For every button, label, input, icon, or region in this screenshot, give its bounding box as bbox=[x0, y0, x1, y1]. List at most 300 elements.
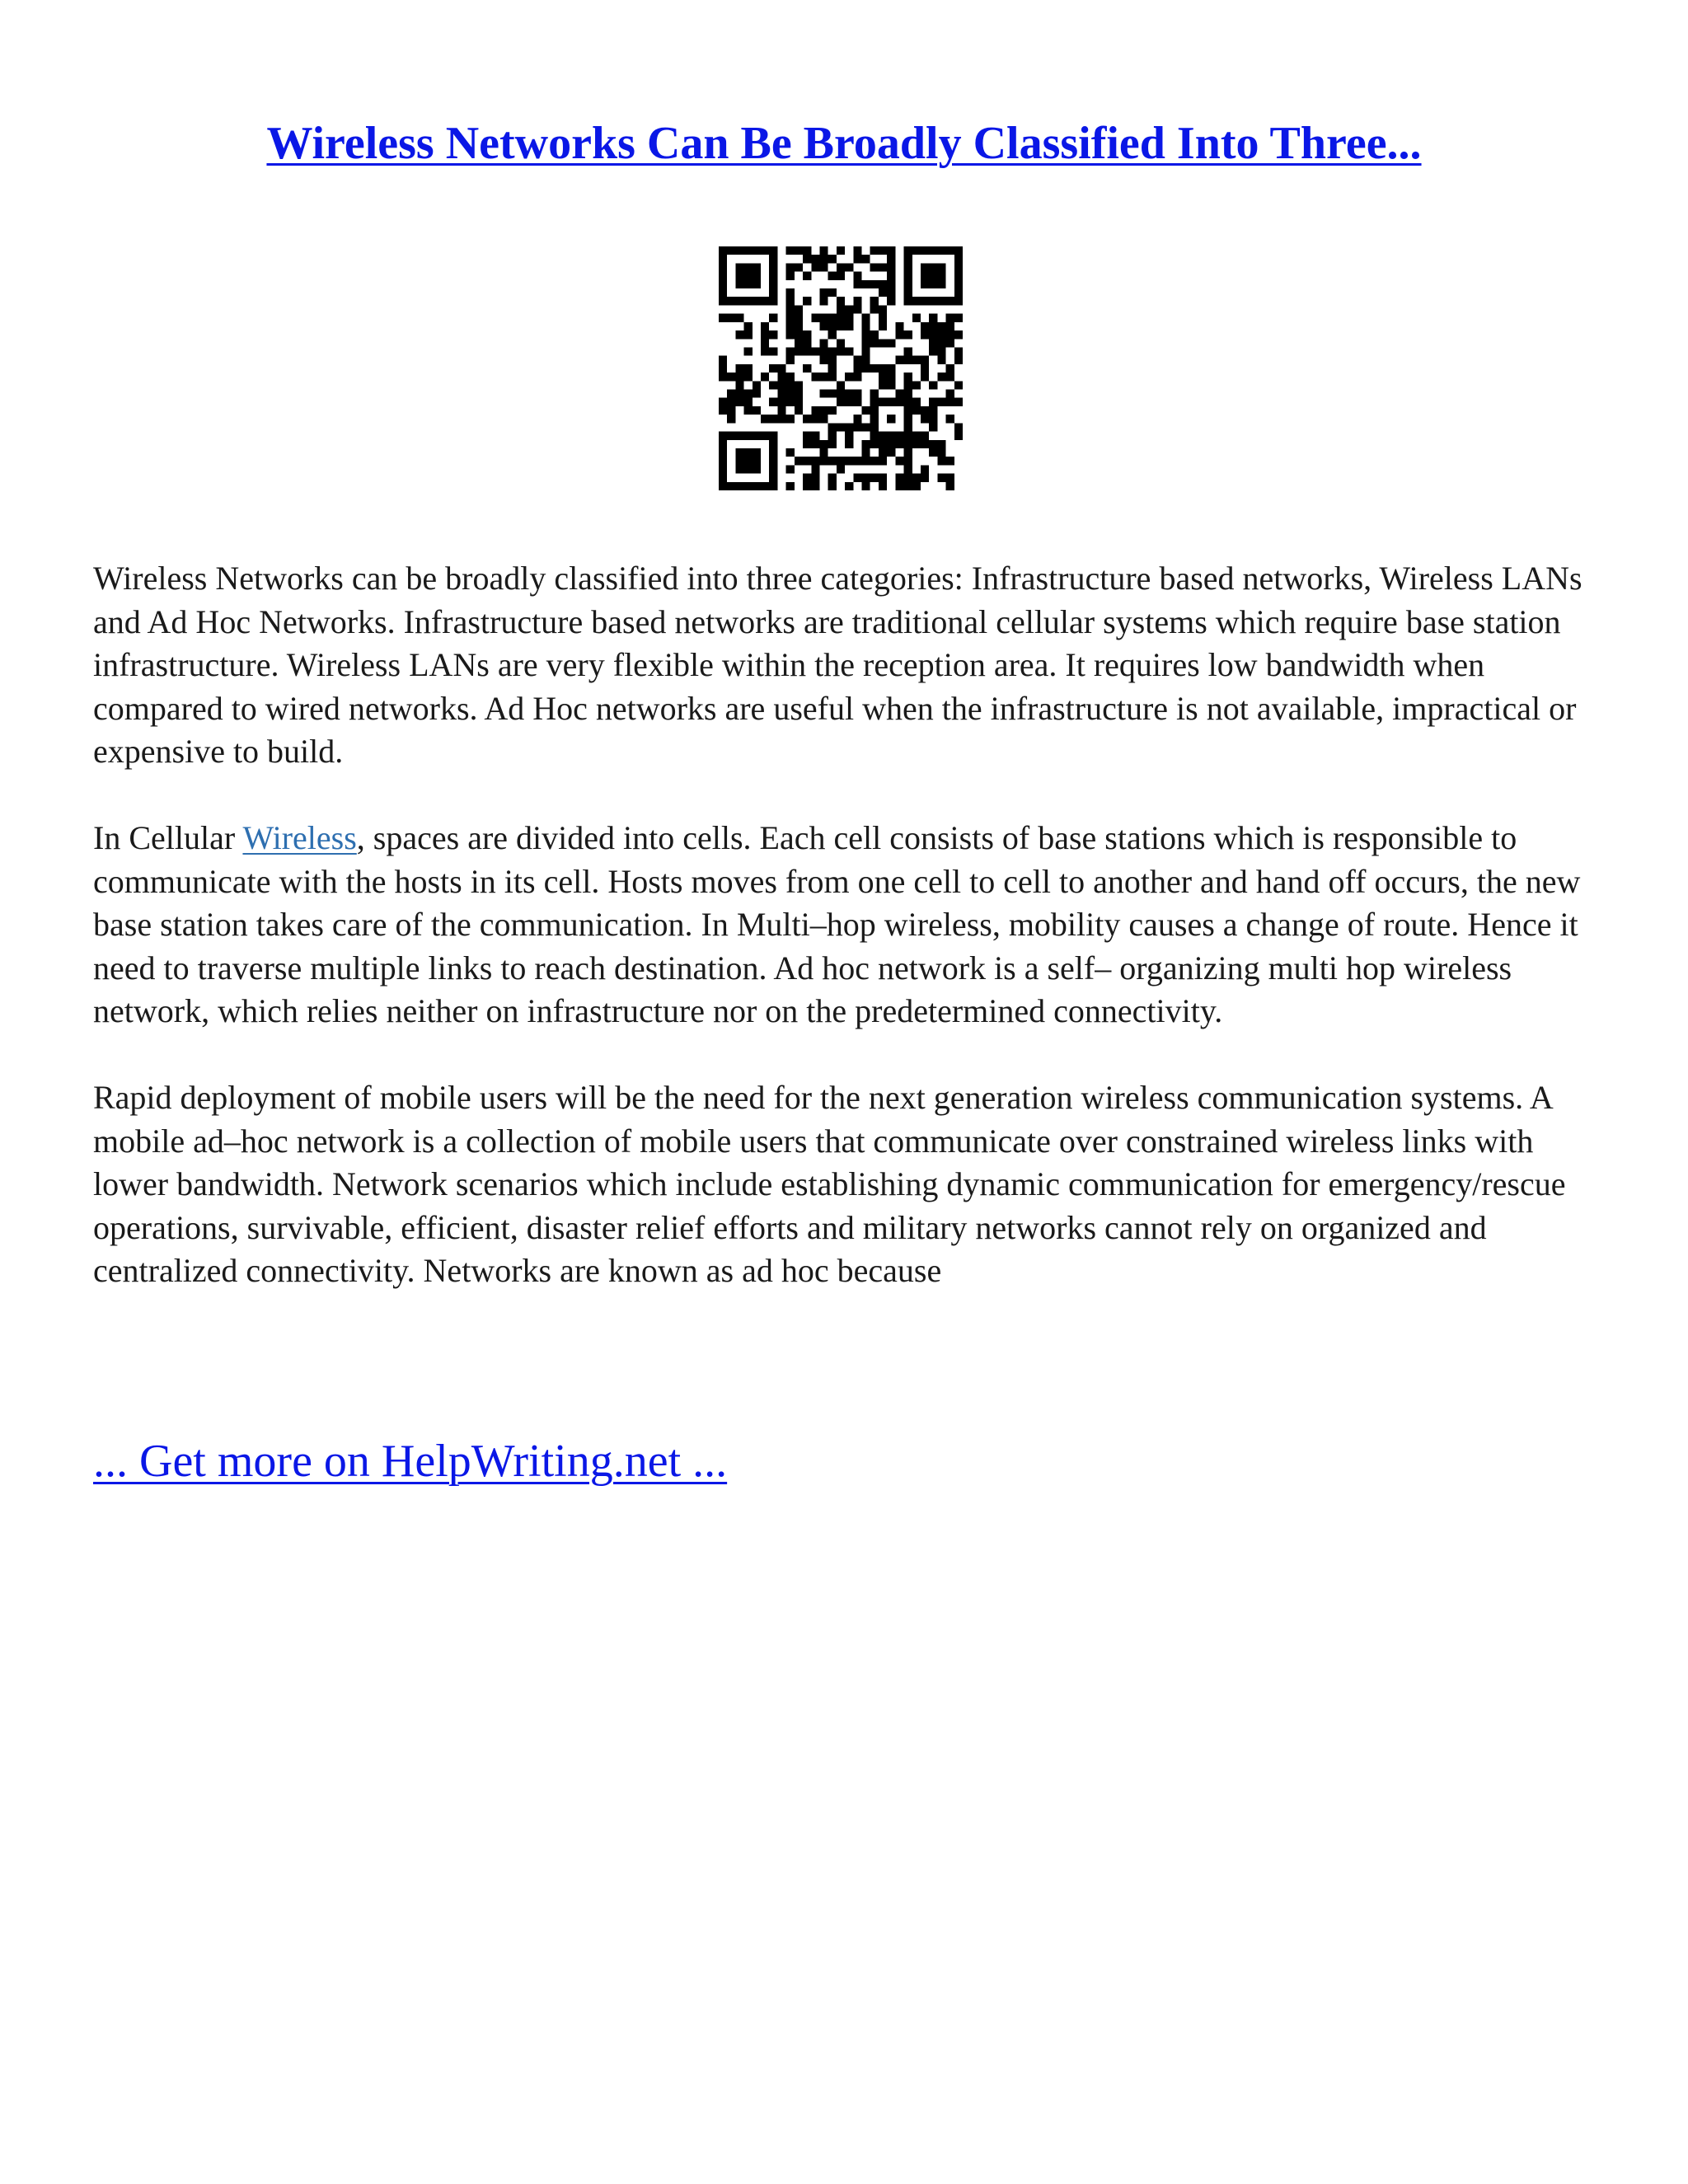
qr-module bbox=[761, 415, 769, 423]
qr-module bbox=[769, 330, 777, 339]
qr-module bbox=[879, 339, 887, 347]
qr-module bbox=[719, 364, 727, 373]
qr-module bbox=[837, 398, 845, 406]
qr-module bbox=[921, 356, 929, 364]
qr-module bbox=[904, 330, 912, 339]
qr-module bbox=[837, 381, 845, 389]
qr-module bbox=[870, 297, 879, 305]
qr-module bbox=[727, 246, 735, 255]
qr-module bbox=[904, 373, 912, 381]
qr-module bbox=[735, 373, 743, 381]
wireless-link[interactable]: Wireless bbox=[242, 818, 357, 856]
qr-module bbox=[828, 322, 837, 330]
get-more-link[interactable]: ... Get more on HelpWriting.net ... bbox=[93, 1436, 728, 1487]
qr-module bbox=[719, 314, 727, 322]
qr-module bbox=[786, 356, 795, 364]
qr-module bbox=[719, 263, 727, 271]
qr-module bbox=[904, 263, 912, 271]
qr-module bbox=[946, 314, 954, 322]
qr-module bbox=[870, 440, 879, 448]
qr-module bbox=[837, 423, 845, 431]
qr-module bbox=[870, 415, 879, 423]
qr-module bbox=[845, 263, 853, 271]
qr-module bbox=[879, 246, 887, 255]
qr-module bbox=[819, 246, 828, 255]
qr-module bbox=[828, 406, 837, 415]
qr-module bbox=[912, 297, 921, 305]
qr-module bbox=[879, 474, 887, 482]
qr-module bbox=[845, 423, 853, 431]
qr-module bbox=[735, 297, 743, 305]
qr-module bbox=[803, 440, 811, 448]
qr-module bbox=[937, 246, 945, 255]
qr-module bbox=[853, 272, 861, 280]
qr-module bbox=[845, 398, 853, 406]
qr-module bbox=[879, 381, 887, 389]
paragraph-2-start: In Cellular bbox=[93, 818, 243, 856]
qr-module bbox=[735, 432, 743, 440]
qr-module bbox=[761, 322, 769, 330]
qr-module bbox=[769, 465, 777, 473]
qr-module bbox=[719, 246, 727, 255]
qr-module bbox=[862, 322, 870, 330]
qr-module bbox=[819, 448, 828, 457]
qr-module bbox=[837, 305, 845, 313]
article-body bbox=[93, 557, 1601, 1336]
qr-module bbox=[921, 263, 929, 271]
qr-module bbox=[862, 347, 870, 355]
qr-module bbox=[895, 457, 903, 465]
qr-module bbox=[954, 280, 963, 288]
qr-module bbox=[811, 255, 819, 263]
qr-module bbox=[753, 297, 761, 305]
qr-module bbox=[904, 457, 912, 465]
qr-module bbox=[819, 440, 828, 448]
qr-module bbox=[795, 381, 803, 389]
qr-module bbox=[803, 482, 811, 490]
qr-module bbox=[735, 381, 743, 389]
qr-module bbox=[828, 288, 837, 297]
qr-module bbox=[828, 457, 837, 465]
qr-module bbox=[769, 364, 777, 373]
qr-module bbox=[937, 448, 945, 457]
qr-module bbox=[879, 448, 887, 457]
qr-module bbox=[870, 263, 879, 271]
qr-module bbox=[761, 330, 769, 339]
qr-module bbox=[887, 263, 895, 271]
qr-module bbox=[828, 356, 837, 364]
qr-module bbox=[811, 347, 819, 355]
qr-module bbox=[954, 246, 963, 255]
qr-module bbox=[937, 457, 945, 465]
qr-module bbox=[803, 432, 811, 440]
qr-module bbox=[744, 364, 753, 373]
qr-module bbox=[937, 347, 945, 355]
qr-module bbox=[845, 322, 853, 330]
qr-module bbox=[719, 474, 727, 482]
qr-module bbox=[837, 457, 845, 465]
qr-module bbox=[845, 314, 853, 322]
qr-module bbox=[895, 474, 903, 482]
qr-module bbox=[769, 448, 777, 457]
qr-module bbox=[946, 339, 954, 347]
qr-module bbox=[811, 474, 819, 482]
qr-module bbox=[929, 406, 937, 415]
qr-module bbox=[879, 314, 887, 322]
qr-module bbox=[769, 398, 777, 406]
qr-module bbox=[895, 432, 903, 440]
qr-module bbox=[819, 356, 828, 364]
qr-module bbox=[786, 373, 795, 381]
qr-module bbox=[819, 406, 828, 415]
qr-module bbox=[904, 465, 912, 473]
qr-module bbox=[912, 474, 921, 482]
qr-module bbox=[921, 465, 929, 473]
qr-module bbox=[937, 398, 945, 406]
qr-module bbox=[828, 330, 837, 339]
qr-module bbox=[744, 390, 753, 398]
qr-module bbox=[929, 280, 937, 288]
qr-module bbox=[946, 297, 954, 305]
qr-module bbox=[811, 432, 819, 440]
qr-module bbox=[735, 482, 743, 490]
qr-module bbox=[803, 474, 811, 482]
qr-module bbox=[954, 330, 963, 339]
qr-module bbox=[862, 482, 870, 490]
qr-module bbox=[845, 457, 853, 465]
qr-module bbox=[904, 297, 912, 305]
qr-module bbox=[904, 381, 912, 389]
qr-module bbox=[786, 398, 795, 406]
qr-module bbox=[929, 415, 937, 423]
qr-module bbox=[811, 440, 819, 448]
qr-module bbox=[811, 457, 819, 465]
qr-module bbox=[769, 457, 777, 465]
qr-module bbox=[879, 322, 887, 330]
qr-module bbox=[769, 440, 777, 448]
qr-module bbox=[828, 364, 837, 373]
qr-module bbox=[828, 272, 837, 280]
qr-module bbox=[819, 373, 828, 381]
qr-module bbox=[769, 415, 777, 423]
qr-module bbox=[862, 255, 870, 263]
qr-module bbox=[929, 330, 937, 339]
qr-module bbox=[895, 390, 903, 398]
qr-module bbox=[879, 373, 887, 381]
qr-module bbox=[904, 474, 912, 482]
qr-module bbox=[786, 297, 795, 305]
qr-module bbox=[904, 482, 912, 490]
qr-module bbox=[879, 440, 887, 448]
qr-module bbox=[811, 482, 819, 490]
qr-module bbox=[946, 246, 954, 255]
qr-module bbox=[744, 448, 753, 457]
qr-module bbox=[719, 255, 727, 263]
qr-module bbox=[777, 398, 785, 406]
qr-module bbox=[870, 246, 879, 255]
qr-module bbox=[946, 322, 954, 330]
qr-module bbox=[895, 440, 903, 448]
qr-module bbox=[761, 432, 769, 440]
qr-module bbox=[753, 406, 761, 415]
qr-module bbox=[937, 297, 945, 305]
get-more-line bbox=[93, 1430, 727, 1493]
qr-module bbox=[887, 415, 895, 423]
qr-module bbox=[929, 339, 937, 347]
qr-module bbox=[912, 482, 921, 490]
qr-module bbox=[862, 474, 870, 482]
qr-module bbox=[853, 457, 861, 465]
qr-module bbox=[786, 465, 795, 473]
qr-module bbox=[954, 314, 963, 322]
qr-module bbox=[946, 415, 954, 423]
qr-module bbox=[795, 305, 803, 313]
qr-module bbox=[761, 297, 769, 305]
qr-module bbox=[946, 373, 954, 381]
qr-module bbox=[744, 432, 753, 440]
qr-module bbox=[769, 280, 777, 288]
qr-module bbox=[937, 322, 945, 330]
qr-module bbox=[870, 457, 879, 465]
qr-module bbox=[862, 339, 870, 347]
qr-module bbox=[929, 448, 937, 457]
qr-module bbox=[954, 423, 963, 431]
qr-module bbox=[727, 390, 735, 398]
qr-module bbox=[853, 474, 861, 482]
qr-module bbox=[904, 423, 912, 431]
qr-module bbox=[887, 398, 895, 406]
qr-module bbox=[954, 432, 963, 440]
qr-module bbox=[803, 364, 811, 373]
qr-module bbox=[937, 373, 945, 381]
qr-module bbox=[870, 398, 879, 406]
qr-module bbox=[828, 440, 837, 448]
qr-module bbox=[803, 297, 811, 305]
qr-module bbox=[744, 246, 753, 255]
qr-module bbox=[946, 398, 954, 406]
qr-module bbox=[769, 474, 777, 482]
qr-module bbox=[753, 246, 761, 255]
qr-module bbox=[753, 432, 761, 440]
qr-module bbox=[929, 272, 937, 280]
qr-module bbox=[887, 297, 895, 305]
qr-module bbox=[819, 288, 828, 297]
qr-module bbox=[803, 272, 811, 280]
qr-module bbox=[786, 263, 795, 271]
qr-module bbox=[870, 432, 879, 440]
qr-module bbox=[819, 263, 828, 271]
qr-module bbox=[744, 482, 753, 490]
qr-module bbox=[904, 255, 912, 263]
qr-module bbox=[803, 339, 811, 347]
qr-module bbox=[719, 398, 727, 406]
paragraph-1: Wireless Networks can be broadly classified into three categories: Infrastructure based networks, Wireless LANs and Ad Hoc Networks. Infrastructure based networks are traditional cellular systems which require base station infrastructure. Wireless LANs are very flexible within the reception area. It requires low bandwidth when compared to wired networks. Ad Hoc networks are useful when the infrastructure is not available, impractical or expensive to build. bbox=[93, 560, 1582, 771]
qr-module bbox=[904, 448, 912, 457]
qr-module bbox=[803, 246, 811, 255]
qr-module bbox=[795, 398, 803, 406]
qr-module bbox=[853, 373, 861, 381]
qr-module bbox=[887, 440, 895, 448]
qr-module bbox=[862, 330, 870, 339]
qr-module bbox=[811, 314, 819, 322]
qr-module bbox=[837, 272, 845, 280]
qr-module bbox=[735, 330, 743, 339]
qr-module bbox=[811, 263, 819, 271]
qr-module bbox=[719, 297, 727, 305]
qr-module bbox=[786, 246, 795, 255]
qr-module bbox=[937, 440, 945, 448]
qr-module bbox=[761, 339, 769, 347]
qr-module bbox=[795, 330, 803, 339]
qr-module bbox=[744, 457, 753, 465]
qr-module bbox=[777, 406, 785, 415]
qr-module bbox=[803, 255, 811, 263]
qr-module bbox=[811, 373, 819, 381]
qr-module bbox=[929, 398, 937, 406]
qr-module bbox=[921, 330, 929, 339]
qr-module bbox=[735, 263, 743, 271]
qr-module bbox=[845, 440, 853, 448]
qr-module bbox=[954, 263, 963, 271]
qr-module bbox=[795, 406, 803, 415]
qr-module bbox=[719, 406, 727, 415]
qr-module bbox=[895, 398, 903, 406]
qr-module bbox=[887, 364, 895, 373]
qr-module bbox=[904, 440, 912, 448]
qr-module bbox=[811, 406, 819, 415]
qr-module bbox=[921, 280, 929, 288]
qr-module bbox=[904, 246, 912, 255]
qr-module bbox=[853, 398, 861, 406]
qr-module bbox=[777, 415, 785, 423]
qr-module bbox=[786, 272, 795, 280]
qr-module bbox=[727, 373, 735, 381]
qr-module bbox=[761, 246, 769, 255]
qr-module bbox=[862, 314, 870, 322]
qr-module bbox=[786, 305, 795, 313]
qr-module bbox=[929, 322, 937, 330]
qr-module bbox=[921, 246, 929, 255]
qr-module bbox=[837, 465, 845, 473]
qr-module bbox=[954, 356, 963, 364]
qr-module bbox=[921, 373, 929, 381]
qr-module bbox=[719, 280, 727, 288]
qr-module bbox=[769, 347, 777, 355]
qr-module bbox=[929, 246, 937, 255]
qr-module bbox=[937, 474, 945, 482]
qr-module bbox=[819, 339, 828, 347]
qr-module bbox=[904, 398, 912, 406]
qr-module bbox=[727, 314, 735, 322]
qr-module bbox=[954, 347, 963, 355]
qr-module bbox=[786, 314, 795, 322]
qr-module bbox=[837, 246, 845, 255]
qr-module bbox=[887, 272, 895, 280]
qr-module bbox=[845, 305, 853, 313]
qr-module bbox=[845, 373, 853, 381]
qr-module bbox=[946, 482, 954, 490]
qr-module bbox=[904, 356, 912, 364]
qr-module bbox=[761, 347, 769, 355]
qr-module bbox=[879, 482, 887, 490]
qr-module bbox=[946, 330, 954, 339]
qr-module bbox=[727, 398, 735, 406]
qr-module bbox=[895, 482, 903, 490]
qr-module bbox=[786, 390, 795, 398]
qr-module bbox=[735, 246, 743, 255]
qr-module bbox=[862, 364, 870, 373]
qr-module bbox=[921, 474, 929, 482]
qr-module bbox=[862, 356, 870, 364]
qr-module bbox=[769, 263, 777, 271]
qr-module bbox=[837, 322, 845, 330]
qr-module bbox=[753, 280, 761, 288]
qr-module bbox=[777, 390, 785, 398]
qr-module bbox=[753, 263, 761, 271]
qr-module bbox=[853, 356, 861, 364]
qr-module bbox=[921, 322, 929, 330]
qr-module bbox=[811, 415, 819, 423]
qr-module bbox=[727, 415, 735, 423]
qr-module bbox=[853, 280, 861, 288]
qr-module bbox=[719, 448, 727, 457]
qr-module bbox=[769, 381, 777, 389]
qr-module bbox=[946, 457, 954, 465]
qr-module bbox=[845, 390, 853, 398]
qr-module bbox=[719, 482, 727, 490]
qr-module bbox=[870, 364, 879, 373]
qr-module bbox=[929, 347, 937, 355]
qr-module bbox=[862, 448, 870, 457]
qr-module bbox=[921, 406, 929, 415]
qr-module bbox=[719, 440, 727, 448]
qr-module bbox=[912, 246, 921, 255]
qr-module bbox=[744, 406, 753, 415]
title-link[interactable]: Wireless Networks Can Be Broadly Classified Into Three... bbox=[266, 118, 1422, 169]
qr-module bbox=[870, 423, 879, 431]
qr-module bbox=[744, 280, 753, 288]
qr-module bbox=[828, 255, 837, 263]
qr-module bbox=[929, 297, 937, 305]
qr-module bbox=[904, 415, 912, 423]
qr-module bbox=[912, 314, 921, 322]
qr-module bbox=[803, 347, 811, 355]
qr-module bbox=[828, 314, 837, 322]
qr-module bbox=[887, 246, 895, 255]
qr-module bbox=[795, 314, 803, 322]
qr-module bbox=[912, 356, 921, 364]
qr-module bbox=[744, 272, 753, 280]
qr-module bbox=[904, 347, 912, 355]
qr-module bbox=[921, 415, 929, 423]
qr-module bbox=[803, 457, 811, 465]
qr-module bbox=[753, 272, 761, 280]
qr-module bbox=[904, 272, 912, 280]
qr-module bbox=[853, 415, 861, 423]
qr-module bbox=[887, 280, 895, 288]
qr-module bbox=[853, 255, 861, 263]
qr-module bbox=[862, 440, 870, 448]
qr-module bbox=[828, 347, 837, 355]
qr-module bbox=[769, 432, 777, 440]
qr-module bbox=[727, 406, 735, 415]
qr-module bbox=[735, 398, 743, 406]
qr-module bbox=[753, 465, 761, 473]
qr-module bbox=[795, 263, 803, 271]
qr-module bbox=[879, 280, 887, 288]
qr-module bbox=[937, 272, 945, 280]
qr-module bbox=[845, 482, 853, 490]
